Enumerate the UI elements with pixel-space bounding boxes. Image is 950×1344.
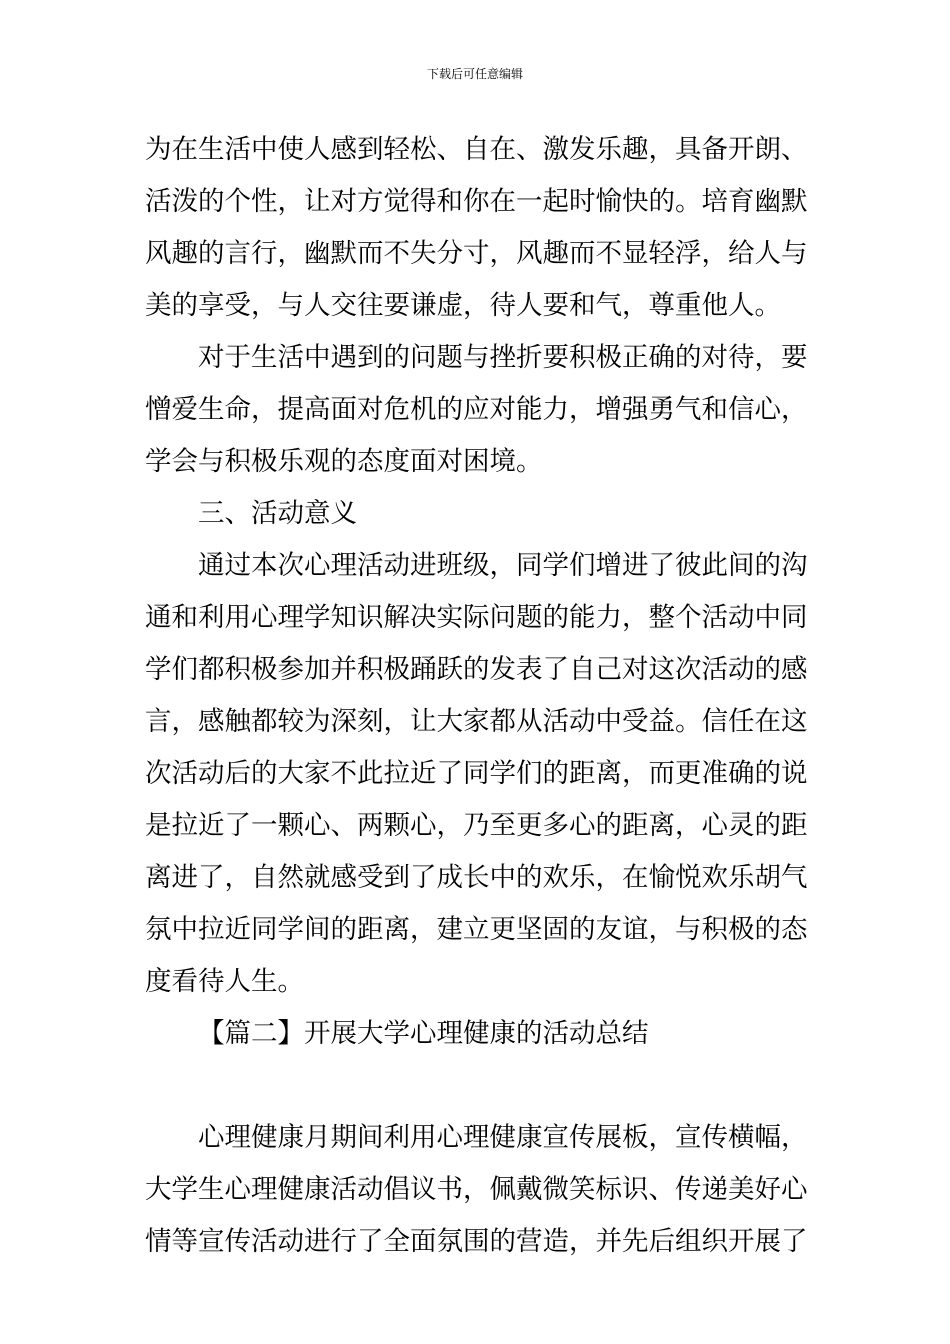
- text-line: 离进了，自然就感受到了成长中的欢乐，在愉悦欢乐胡气: [145, 862, 808, 893]
- text-line: 活泼的个性，让对方觉得和你在一起时愉快的。培育幽默: [145, 186, 808, 217]
- page-header: 下载后可任意编辑: [426, 67, 523, 81]
- text-line: 为在生活中使人感到轻松、自在、激发乐趣，具备开朗、: [145, 134, 808, 165]
- text-line: 学们都积极参加并积极踊跃的发表了自己对这次活动的感: [145, 654, 808, 685]
- text-line: 通过本次心理活动进班级，同学们增进了彼此间的沟: [198, 550, 808, 581]
- text-line: 言，感触都较为深刻，让大家都从活动中受益。信任在这: [145, 706, 808, 737]
- text-line: 大学生心理健康活动倡议书，佩戴微笑标识、传递美好心: [145, 1174, 808, 1205]
- text-line: 通和利用心理学知识解决实际问题的能力，整个活动中同: [145, 602, 808, 633]
- section-heading: 三、活动意义: [198, 498, 357, 529]
- blank-line: [145, 1060, 810, 1112]
- text-line: 风趣的言行，幽默而不失分寸，风趣而不显轻浮，给人与: [145, 238, 808, 269]
- text-line: 氛中拉近同学间的距离，建立更坚固的友谊，与积极的态: [145, 914, 808, 945]
- text-line: 是拉近了一颗心、两颗心，乃至更多心的距离，心灵的距: [145, 810, 808, 841]
- text-line: 次活动后的大家不此拉近了同学们的距离，而更准确的说: [145, 758, 808, 789]
- chapter-title: 【篇二】开展大学心理健康的活动总结: [198, 1018, 649, 1049]
- text-line: 度看待人生。: [145, 966, 304, 997]
- text-line: 心理健康月期间利用心理健康宣传展板，宣传横幅，: [198, 1122, 808, 1153]
- text-line: 对于生活中遇到的问题与挫折要积极正确的对待，要: [198, 342, 808, 373]
- text-line: 情等宣传活动进行了全面氛围的营造，并先后组织开展了: [145, 1226, 808, 1257]
- document-body: [145, 124, 810, 1268]
- text-line: 憎爱生命，提高面对危机的应对能力，增强勇气和信心，: [145, 394, 808, 425]
- text-line: 美的享受，与人交往要谦虚，待人要和气，尊重他人。: [145, 290, 781, 321]
- text-line: 学会与积极乐观的态度面对困境。: [145, 446, 543, 477]
